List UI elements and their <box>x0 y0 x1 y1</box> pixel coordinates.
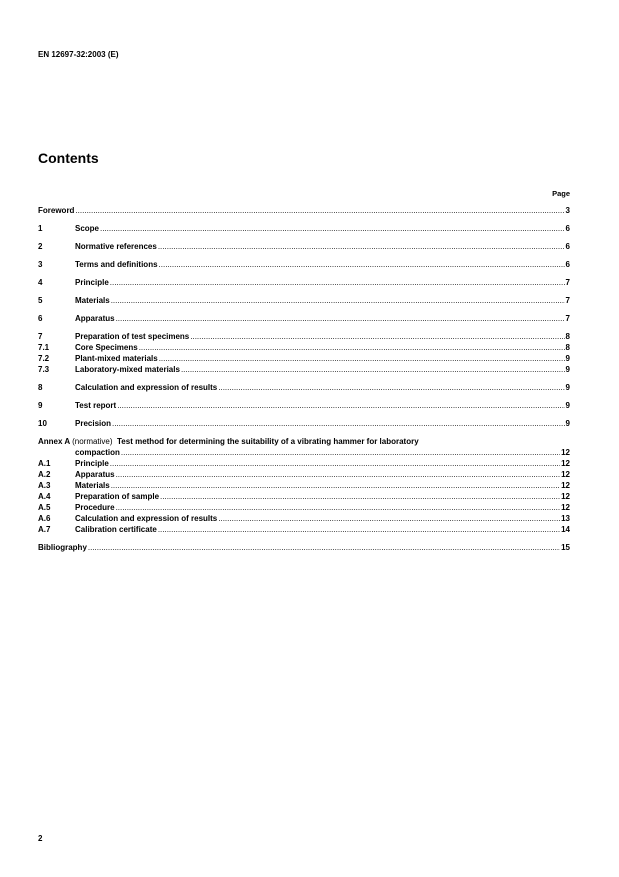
toc-entry-number: 7.1 <box>38 343 50 352</box>
leader-dots <box>159 353 565 364</box>
toc-entry-number: A.4 <box>38 492 51 501</box>
toc-entry-page: 8 <box>565 343 570 352</box>
toc-entry-7-3[interactable] <box>38 364 570 375</box>
annex-type: (normative) <box>72 437 113 446</box>
toc-entry-number: 5 <box>38 296 43 305</box>
toc-entry-page: 3 <box>565 206 570 215</box>
toc-entry-text: Apparatus <box>75 314 115 323</box>
toc-entry-7-2[interactable] <box>38 353 570 364</box>
toc-entry-3[interactable] <box>38 259 570 270</box>
toc-entry-page: 9 <box>565 365 570 374</box>
leader-dots <box>75 205 564 216</box>
leader-dots <box>116 502 561 513</box>
annex-title-line-2: compaction <box>75 448 120 457</box>
toc-entry-page: 12 <box>561 459 570 468</box>
toc-entry-page: 6 <box>565 224 570 233</box>
toc-entry-number: A.5 <box>38 503 51 512</box>
toc-annex-a-heading[interactable] <box>38 436 570 447</box>
toc-entry-text: Calculation and expression of results <box>75 383 218 392</box>
leader-dots <box>121 447 560 458</box>
toc-entry-text: Preparation of test specimens <box>75 332 190 341</box>
leader-dots <box>117 400 564 411</box>
toc-entry-page: 9 <box>565 419 570 428</box>
toc-entry-7[interactable] <box>38 331 570 342</box>
leader-dots <box>111 295 565 306</box>
toc-entry-number: A.7 <box>38 525 51 534</box>
annex-title-line-1: Test method for determining the suitability of a vibrating hammer for laboratory <box>117 437 419 446</box>
toc-entry-page: 9 <box>565 354 570 363</box>
toc-entry-page: 8 <box>565 332 570 341</box>
toc-entry-text: Precision <box>75 419 112 428</box>
leader-dots <box>116 469 561 480</box>
toc-entry-page: 9 <box>565 401 570 410</box>
toc-entry-4[interactable] <box>38 277 570 288</box>
toc-entry-page: 12 <box>561 492 570 501</box>
toc-entry-number: A.1 <box>38 459 51 468</box>
leader-dots <box>116 313 565 324</box>
toc-entry-number: A.6 <box>38 514 51 523</box>
toc-entry-text: Bibliography <box>38 543 87 552</box>
toc-annex-a-title-cont[interactable] <box>38 447 570 458</box>
leader-dots <box>110 277 565 288</box>
toc-entry-number: A.2 <box>38 470 51 479</box>
toc-entry-text: Calibration certificate <box>75 525 157 534</box>
leader-dots <box>159 259 565 270</box>
toc-entry-text: Laboratory-mixed materials <box>75 365 180 374</box>
toc-entry-page: 7 <box>565 278 570 287</box>
toc-entry-page: 6 <box>565 260 570 269</box>
toc-entry-page: 12 <box>561 448 570 457</box>
toc-entry-number: 7.3 <box>38 365 50 374</box>
toc-entry-a-3[interactable] <box>38 480 570 491</box>
document-header: EN 12697-32:2003 (E) <box>38 50 119 59</box>
toc-entry-page: 12 <box>561 470 570 479</box>
toc-entry-5[interactable] <box>38 295 570 306</box>
table-of-contents <box>38 205 570 553</box>
toc-entry-text: Preparation of sample <box>75 492 160 501</box>
toc-entry-a-7[interactable] <box>38 524 570 535</box>
toc-entry-number: A.3 <box>38 481 51 490</box>
toc-entry-text: Scope <box>75 224 100 233</box>
leader-dots <box>111 480 560 491</box>
toc-entry-text: Foreword <box>38 206 75 215</box>
toc-entry-page: 7 <box>565 314 570 323</box>
toc-entry-text: Calculation and expression of results <box>75 514 218 523</box>
toc-entry-text: Principle <box>75 278 109 287</box>
toc-entry-number: 7.2 <box>38 354 50 363</box>
toc-entry-a-2[interactable] <box>38 469 570 480</box>
annex-label: Annex A <box>38 437 70 446</box>
page-title: Contents <box>38 150 99 166</box>
toc-entry-text: Normative references <box>75 242 157 251</box>
leader-dots <box>218 513 560 524</box>
toc-entry-text: Test report <box>75 401 117 410</box>
toc-entry-number: 7 <box>38 332 43 341</box>
toc-entry-page: 12 <box>561 503 570 512</box>
leader-dots <box>181 364 565 375</box>
toc-entry-text: Materials <box>75 296 110 305</box>
toc-entry-page: 15 <box>561 543 570 552</box>
toc-entry-a-5[interactable] <box>38 502 570 513</box>
toc-entry-page: 14 <box>561 525 570 534</box>
leader-dots <box>158 241 565 252</box>
toc-entry-page: 12 <box>561 481 570 490</box>
toc-entry-1[interactable] <box>38 223 570 234</box>
toc-entry-page: 6 <box>565 242 570 251</box>
toc-entry-number: 10 <box>38 419 47 428</box>
toc-entry-a-4[interactable] <box>38 491 570 502</box>
toc-entry-6[interactable] <box>38 313 570 324</box>
toc-entry-text: Apparatus <box>75 470 115 479</box>
toc-entry-bibliography[interactable] <box>38 542 570 553</box>
toc-entry-text: Procedure <box>75 503 115 512</box>
toc-entry-number: 3 <box>38 260 43 269</box>
toc-entry-a-6[interactable] <box>38 513 570 524</box>
toc-entry-number: 8 <box>38 383 43 392</box>
toc-entry-text: Terms and definitions <box>75 260 158 269</box>
toc-entry-number: 9 <box>38 401 43 410</box>
page-number: 2 <box>38 834 43 843</box>
toc-entry-number: 6 <box>38 314 43 323</box>
toc-entry-text: Core Specimens <box>75 343 138 352</box>
toc-entry-a-1[interactable] <box>38 458 570 469</box>
leader-dots <box>88 542 560 553</box>
leader-dots <box>110 458 560 469</box>
leader-dots <box>158 524 560 535</box>
toc-entry-text: Materials <box>75 481 110 490</box>
leader-dots <box>112 418 565 429</box>
toc-entry-page: 13 <box>561 514 570 523</box>
toc-entry-page: 7 <box>565 296 570 305</box>
toc-entry-number: 2 <box>38 242 43 251</box>
toc-entry-2[interactable] <box>38 241 570 252</box>
toc-entry-number: 4 <box>38 278 43 287</box>
leader-dots <box>190 331 564 342</box>
toc-entry-10[interactable] <box>38 418 570 429</box>
leader-dots <box>139 342 565 353</box>
toc-entry-text: Principle <box>75 459 109 468</box>
toc-entry-8[interactable] <box>38 382 570 393</box>
toc-entry-number: 1 <box>38 224 43 233</box>
leader-dots <box>160 491 560 502</box>
toc-entry-page: 9 <box>565 383 570 392</box>
leader-dots <box>100 223 565 234</box>
toc-entry-text: Plant-mixed materials <box>75 354 158 363</box>
toc-entry-foreword[interactable] <box>38 205 570 216</box>
page-column-label: Page <box>552 189 570 198</box>
toc-entry-9[interactable] <box>38 400 570 411</box>
toc-entry-7-1[interactable] <box>38 342 570 353</box>
leader-dots <box>218 382 564 393</box>
